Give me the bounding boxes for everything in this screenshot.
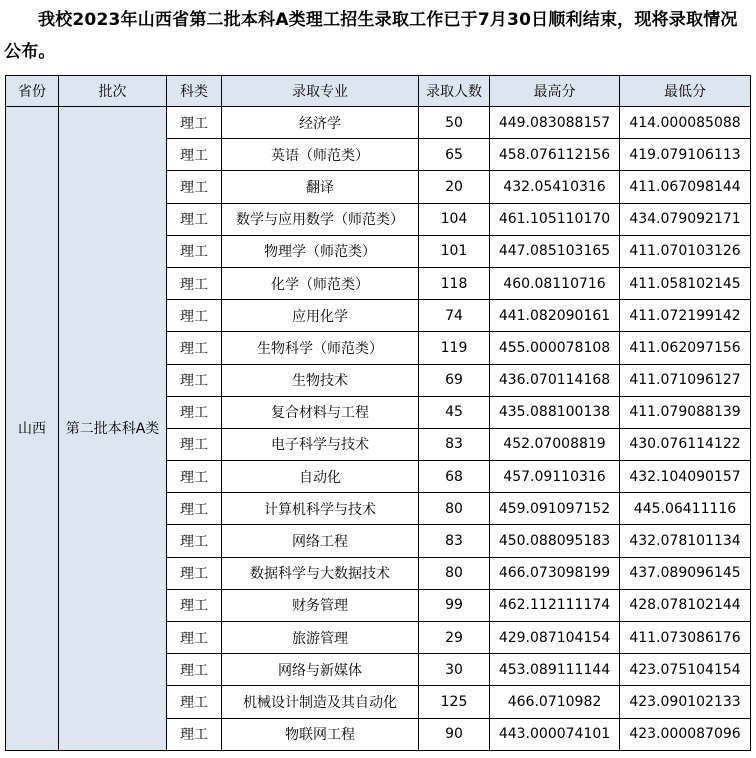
max-score-cell: 435.088100138 (490, 396, 620, 428)
min-score-cell: 411.079088139 (620, 396, 751, 428)
category-cell: 理工 (167, 300, 222, 332)
min-score-cell: 430.076114122 (620, 428, 751, 460)
major-cell: 复合材料与工程 (222, 396, 419, 428)
count-cell: 68 (419, 461, 490, 493)
max-score-cell: 436.070114168 (490, 364, 620, 396)
table-row (6, 107, 751, 139)
count-cell: 20 (419, 171, 490, 203)
category-cell: 理工 (167, 654, 222, 686)
max-score-cell: 466.073098199 (490, 557, 620, 589)
category-cell: 理工 (167, 107, 222, 139)
major-cell: 物理学（师范类） (222, 235, 419, 267)
major-cell: 生物技术 (222, 364, 419, 396)
count-cell: 80 (419, 493, 490, 525)
min-score-cell: 434.079092171 (620, 203, 751, 235)
count-cell: 104 (419, 203, 490, 235)
max-score-cell: 452.07008819 (490, 428, 620, 460)
category-cell: 理工 (167, 267, 222, 299)
category-cell: 理工 (167, 525, 222, 557)
max-score-cell: 449.083088157 (490, 107, 620, 139)
announcement-text: 我校2023年山西省第二批本科A类理工招生录取工作已于7月30日顺利结束，现将录取情况公布。 (4, 10, 738, 62)
min-score-cell: 423.090102133 (620, 686, 751, 718)
major-cell: 翻译 (222, 171, 419, 203)
count-cell: 45 (419, 396, 490, 428)
category-cell: 理工 (167, 235, 222, 267)
count-cell: 90 (419, 718, 490, 750)
max-score-cell: 432.05410316 (490, 171, 620, 203)
category-cell: 理工 (167, 139, 222, 171)
min-score-cell: 423.000087096 (620, 718, 751, 750)
count-cell: 50 (419, 107, 490, 139)
count-cell: 83 (419, 525, 490, 557)
table-header-row (6, 76, 751, 107)
max-score-cell: 455.000078108 (490, 332, 620, 364)
max-score-cell: 462.112111174 (490, 589, 620, 621)
count-cell: 29 (419, 622, 490, 654)
count-cell: 74 (419, 300, 490, 332)
min-score-cell: 432.104090157 (620, 461, 751, 493)
max-score-cell: 457.09110316 (490, 461, 620, 493)
count-cell: 69 (419, 364, 490, 396)
category-cell: 理工 (167, 396, 222, 428)
max-score-cell: 458.076112156 (490, 139, 620, 171)
major-cell: 机械设计制造及其自动化 (222, 686, 419, 718)
major-cell: 旅游管理 (222, 622, 419, 654)
count-cell: 80 (419, 557, 490, 589)
major-cell: 数学与应用数学（师范类） (222, 203, 419, 235)
min-score-cell: 411.073086176 (620, 622, 751, 654)
category-cell: 理工 (167, 364, 222, 396)
min-score-cell: 419.079106113 (620, 139, 751, 171)
min-score-cell: 411.067098144 (620, 171, 751, 203)
province-cell: 山西 (6, 107, 59, 751)
major-cell: 化学（师范类） (222, 267, 419, 299)
count-cell: 101 (419, 235, 490, 267)
min-score-cell: 414.000085088 (620, 107, 751, 139)
category-cell: 理工 (167, 686, 222, 718)
header-count: 录取人数 (419, 76, 490, 107)
major-cell: 网络工程 (222, 525, 419, 557)
major-cell: 经济学 (222, 107, 419, 139)
header-major: 录取专业 (222, 76, 419, 107)
count-cell: 118 (419, 267, 490, 299)
major-cell: 财务管理 (222, 589, 419, 621)
max-score-cell: 453.089111144 (490, 654, 620, 686)
min-score-cell: 437.089096145 (620, 557, 751, 589)
category-cell: 理工 (167, 622, 222, 654)
min-score-cell: 411.062097156 (620, 332, 751, 364)
min-score-cell: 411.070103126 (620, 235, 751, 267)
header-category: 科类 (167, 76, 222, 107)
category-cell: 理工 (167, 493, 222, 525)
max-score-cell: 450.088095183 (490, 525, 620, 557)
major-cell: 物联网工程 (222, 718, 419, 750)
max-score-cell: 447.085103165 (490, 235, 620, 267)
category-cell: 理工 (167, 171, 222, 203)
max-score-cell: 441.082090161 (490, 300, 620, 332)
category-cell: 理工 (167, 718, 222, 750)
category-cell: 理工 (167, 332, 222, 364)
category-cell: 理工 (167, 203, 222, 235)
min-score-cell: 411.071096127 (620, 364, 751, 396)
category-cell: 理工 (167, 589, 222, 621)
header-province: 省份 (6, 76, 59, 107)
max-score-cell: 460.08110716 (490, 267, 620, 299)
max-score-cell: 443.000074101 (490, 718, 620, 750)
header-min-score: 最低分 (620, 76, 751, 107)
min-score-cell: 432.078101134 (620, 525, 751, 557)
header-batch: 批次 (59, 76, 167, 107)
max-score-cell: 466.0710982 (490, 686, 620, 718)
batch-cell: 第二批本科A类 (59, 107, 167, 751)
major-cell: 网络与新媒体 (222, 654, 419, 686)
min-score-cell: 445.06411116 (620, 493, 751, 525)
min-score-cell: 411.058102145 (620, 267, 751, 299)
count-cell: 119 (419, 332, 490, 364)
min-score-cell: 411.072199142 (620, 300, 751, 332)
min-score-cell: 423.075104154 (620, 654, 751, 686)
count-cell: 83 (419, 428, 490, 460)
max-score-cell: 459.091097152 (490, 493, 620, 525)
count-cell: 30 (419, 654, 490, 686)
major-cell: 电子科学与技术 (222, 428, 419, 460)
admission-table (5, 75, 751, 751)
max-score-cell: 461.105110170 (490, 203, 620, 235)
category-cell: 理工 (167, 428, 222, 460)
major-cell: 英语（师范类） (222, 139, 419, 171)
count-cell: 125 (419, 686, 490, 718)
header-max-score: 最高分 (490, 76, 620, 107)
category-cell: 理工 (167, 557, 222, 589)
major-cell: 应用化学 (222, 300, 419, 332)
count-cell: 65 (419, 139, 490, 171)
major-cell: 自动化 (222, 461, 419, 493)
major-cell: 数据科学与大数据技术 (222, 557, 419, 589)
category-cell: 理工 (167, 461, 222, 493)
major-cell: 生物科学（师范类） (222, 332, 419, 364)
count-cell: 99 (419, 589, 490, 621)
max-score-cell: 429.087104154 (490, 622, 620, 654)
major-cell: 计算机科学与技术 (222, 493, 419, 525)
min-score-cell: 428.078102144 (620, 589, 751, 621)
